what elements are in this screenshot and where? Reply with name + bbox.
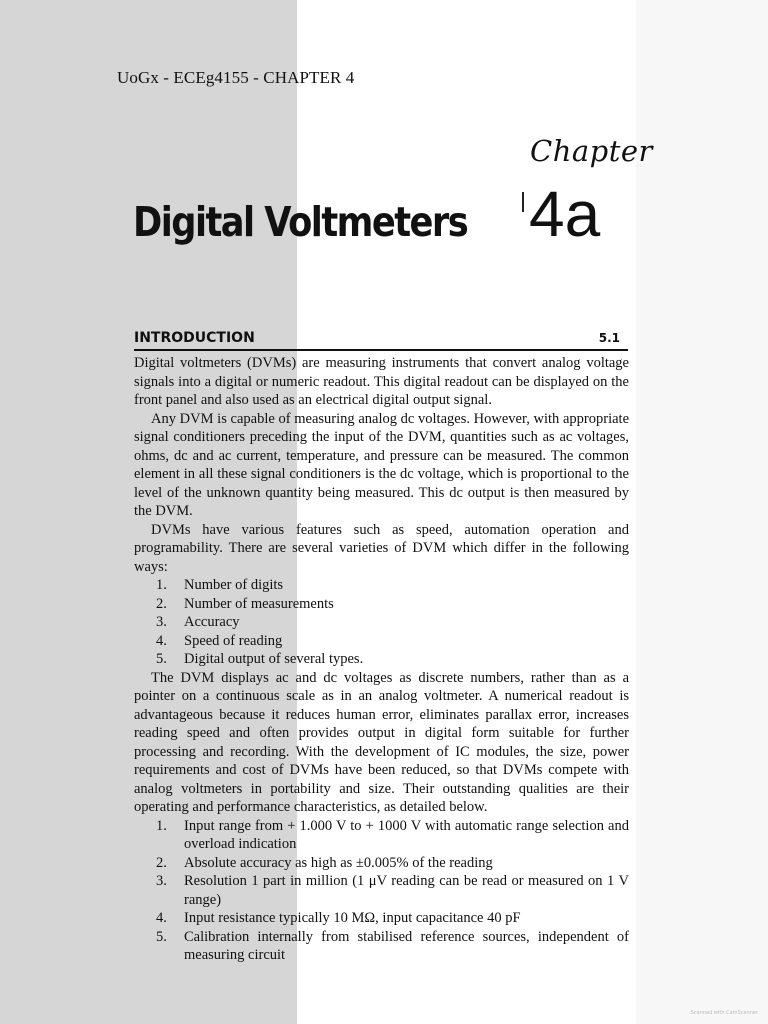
list-item: [134, 595, 629, 614]
list-text: Speed of reading: [184, 632, 283, 649]
chapter-tick-mark: [522, 192, 524, 212]
paragraph: DVMs have various features such as speed, automation operation and programability. There are several varieties of DVM which differ in the following ways:: [134, 521, 629, 575]
list-text: Resolution 1 part in million (1 μV reading can be read or measured on 1 V range): [184, 873, 629, 908]
list-text: Accuracy: [184, 614, 240, 630]
scanner-watermark: Scanned with CamScanner: [690, 1010, 758, 1016]
list-number: 2.: [156, 595, 167, 612]
list-item: [134, 576, 629, 595]
dvm-varieties-list: [134, 576, 629, 669]
list-number: 4.: [156, 910, 167, 926]
list-number: 4.: [156, 632, 167, 649]
list-item: [134, 854, 629, 873]
list-item: [134, 817, 629, 854]
chapter-number: 4a: [529, 178, 601, 250]
page-title: Digital Voltmeters: [133, 198, 468, 246]
list-number: 5.: [156, 928, 167, 945]
list-text: Absolute accuracy as high as ±0.005% of the reading: [184, 854, 493, 871]
list-item: [134, 613, 629, 632]
section-number: 5.1: [598, 331, 620, 345]
list-text: Digital output of several types.: [184, 651, 364, 667]
section-heading: [134, 330, 628, 351]
course-header: UoGx - ECEg4155 - CHAPTER 4: [117, 68, 355, 87]
paragraph: Any DVM is capable of measuring analog dc voltages. However, with appropriate signal conditioners preceding the input of the DVM, quantities such as ac voltages, ohms, dc and ac current, temperature, and pressure can be measured. The common element in all these signal conditioners is the dc voltage, which is proportional to the level of the unknown quantity being measured. This dc output is then measured by the DVM.: [134, 410, 629, 519]
list-text: Calibration internally from stabilised reference sources, independent of measuring circuit: [184, 928, 629, 963]
list-number: 3.: [156, 873, 167, 889]
list-item: [134, 650, 629, 669]
list-item: [134, 632, 629, 651]
body-text: [134, 354, 629, 965]
paragraph: Digital voltmeters (DVMs) are measuring instruments that convert analog voltage signals into a digital or numeric readout. This digital readout can be displayed on the front panel and also used as an electrical digital output signal.: [134, 355, 629, 408]
list-item: [134, 909, 629, 928]
chapter-label: Chapter: [530, 134, 653, 168]
list-number: 3.: [156, 614, 167, 630]
list-text: Input resistance typically 10 MΩ, input capacitance 40 pF: [184, 910, 521, 926]
list-item: [134, 872, 629, 909]
dvm-characteristics-list: [134, 817, 629, 965]
list-number: 1.: [156, 577, 167, 593]
list-number: 1.: [156, 817, 167, 834]
paragraph: The DVM displays ac and dc voltages as discrete numbers, rather than as a pointer on a continuous scale as in an analog voltmeter. A numerical readout is advantageous because it reduces human error, eliminates parallax error, increases reading speed and often provides output in digital form suitable for further processing and recording. With the development of IC modules, the size, power requirements and cost of DVMs have been reduced, so that DVMs compete with analog voltmeters in portability and size. Their outstanding qualities are their operating and performance characteristics, as detailed below.: [134, 669, 629, 815]
list-number: 5.: [156, 651, 167, 667]
list-text: Input range from + 1.000 V to + 1000 V with automatic range selection and overload indication: [184, 817, 629, 852]
section-title: INTRODUCTION: [134, 330, 255, 346]
list-item: [134, 928, 629, 965]
list-text: Number of measurements: [184, 595, 334, 612]
list-text: Number of digits: [184, 577, 284, 593]
list-number: 2.: [156, 854, 167, 871]
